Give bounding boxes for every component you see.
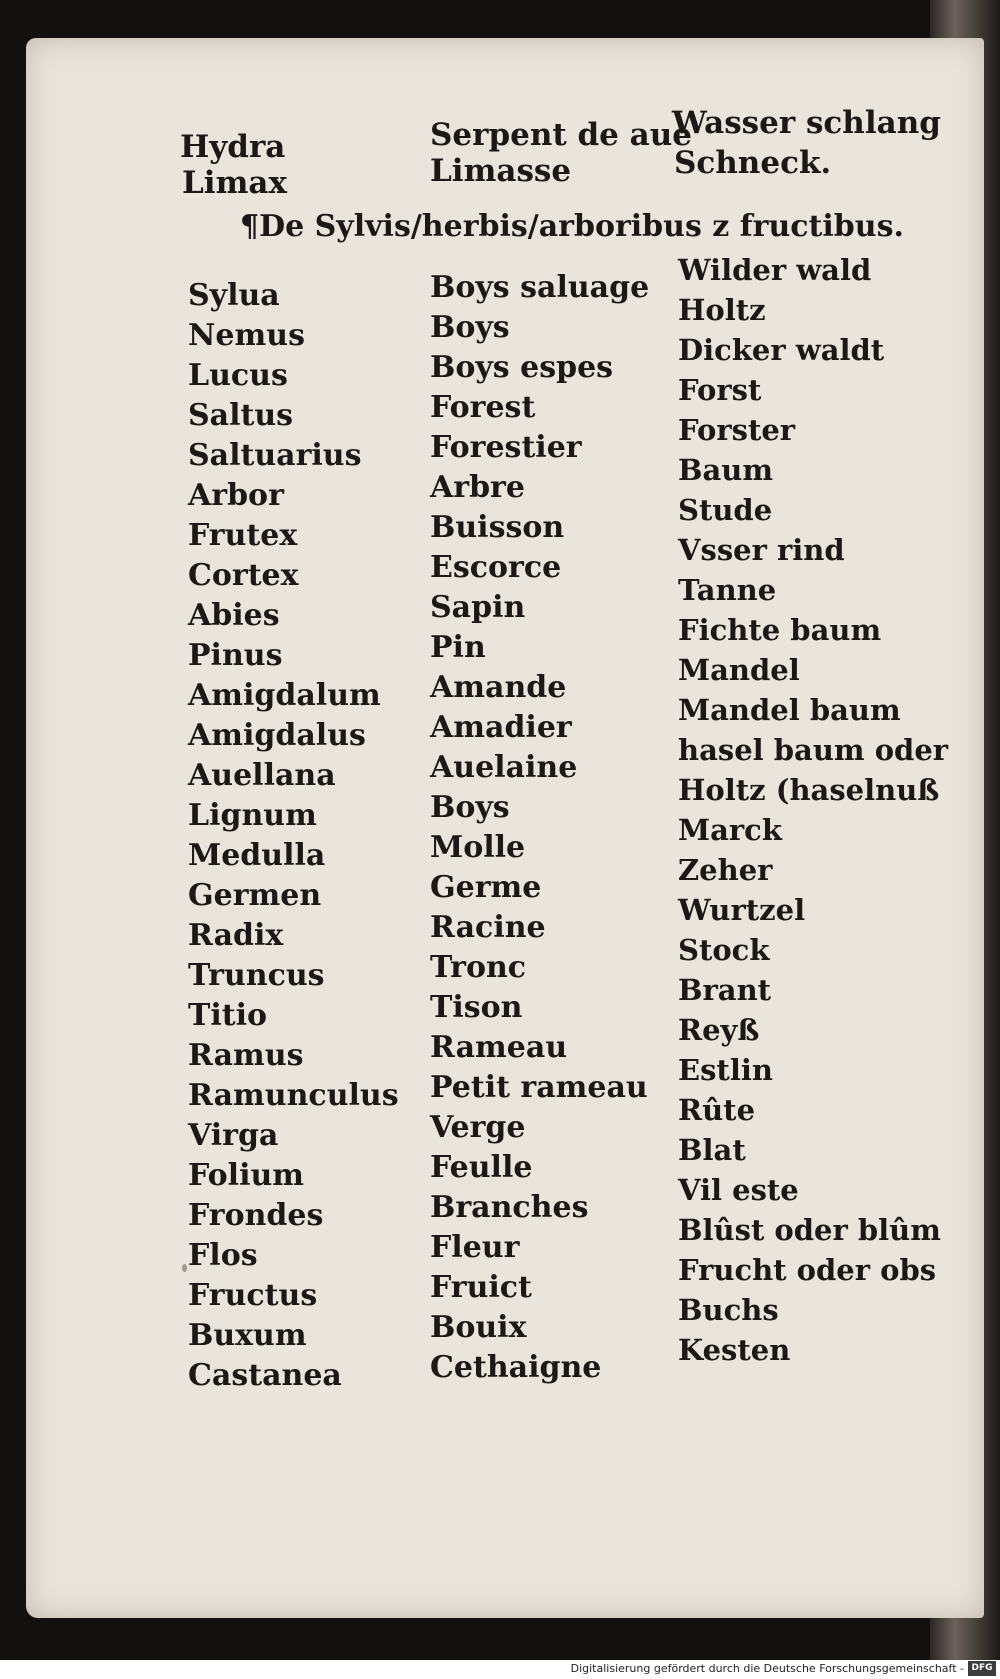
list-item: Fleur (430, 1230, 520, 1265)
list-item: Holtz (678, 293, 766, 327)
list-item: Tison (430, 990, 523, 1025)
list-item: hasel baum oder (678, 733, 949, 767)
latin-column (188, 276, 399, 1396)
list-item: Fructus (188, 1278, 318, 1313)
entry-french-limax: Limasse (430, 153, 572, 189)
footer-credit: Digitalisierung gefördert durch die Deutsche Forschungsgemeinschaft - (570, 1662, 964, 1675)
list-item: Flos (188, 1238, 258, 1273)
list-item: Boys saluage (430, 270, 650, 305)
german-column (678, 250, 948, 1370)
list-item: Arbre (430, 470, 525, 505)
entry-german-limax: Schneck. (674, 145, 832, 181)
list-item: Branches (430, 1190, 589, 1225)
list-item: Brant (678, 973, 772, 1007)
list-item: Auellana (188, 758, 336, 793)
list-item: Frucht oder obs (678, 1253, 937, 1287)
list-item: Cortex (188, 558, 299, 593)
list-item: Fruict (430, 1270, 532, 1305)
list-item: Amigdalus (188, 718, 366, 753)
footer-bar (0, 1660, 1000, 1679)
list-item: Amadier (430, 710, 572, 745)
list-item: Rûte (678, 1093, 756, 1127)
list-item: Castanea (188, 1358, 342, 1393)
list-item: Buchs (678, 1293, 779, 1327)
list-item: Forest (430, 390, 536, 425)
list-item: Sylua (188, 278, 280, 313)
list-item: Bouix (430, 1310, 527, 1345)
list-item: Boys (430, 790, 510, 825)
section-heading: ¶De Sylvis/herbis/arboribus z fructibus. (240, 209, 904, 244)
entry-latin-limax: Limax (182, 165, 287, 201)
list-item: Cethaigne (430, 1350, 602, 1385)
ink-spot (182, 1264, 187, 1272)
list-item: Tanne (678, 573, 777, 607)
list-item: Rameau (430, 1030, 568, 1065)
list-item: Titio (188, 998, 267, 1033)
list-item: Fichte baum (678, 613, 882, 647)
list-item: Germen (188, 878, 322, 913)
list-item: Folium (188, 1158, 305, 1193)
dfg-logo: DFG (968, 1661, 996, 1676)
list-item: Petit rameau (430, 1070, 648, 1105)
french-column (430, 268, 649, 1388)
list-item: Buxum (188, 1318, 307, 1353)
list-item: Truncus (188, 958, 325, 993)
list-item: Medulla (188, 838, 326, 873)
list-item: Forestier (430, 430, 582, 465)
list-item: Marck (678, 813, 782, 847)
list-item: Escorce (430, 550, 562, 585)
list-item: Ramus (188, 1038, 304, 1073)
list-item: Vsser rind (678, 533, 845, 567)
list-item: Virga (188, 1118, 279, 1153)
list-item: Blûst oder blûm (678, 1213, 941, 1247)
list-item: Tronc (430, 950, 527, 985)
list-item: Molle (430, 830, 526, 865)
list-item: Ramunculus (188, 1078, 399, 1113)
list-item: Pinus (188, 638, 283, 673)
list-item: Kesten (678, 1333, 791, 1367)
list-item: Vil este (678, 1173, 799, 1207)
list-item: Boys espes (430, 350, 614, 385)
list-item: Boys (430, 310, 510, 345)
entry-german-hydra: Wasser schlang (672, 105, 941, 141)
list-item: Frondes (188, 1198, 324, 1233)
list-item: Saltus (188, 398, 294, 433)
list-item: Lucus (188, 358, 288, 393)
list-item: Lignum (188, 798, 317, 833)
list-item: Estlin (678, 1053, 773, 1087)
list-item: Feulle (430, 1150, 533, 1185)
list-item: Wilder wald (678, 253, 872, 287)
list-item: Germe (430, 870, 542, 905)
list-item: Sapin (430, 590, 526, 625)
list-item: Stock (678, 933, 770, 967)
list-item: Amande (430, 670, 567, 705)
list-item: Mandel baum (678, 693, 901, 727)
list-item: Arbor (188, 478, 284, 513)
list-item: Pin (430, 630, 486, 665)
list-item: Verge (430, 1110, 526, 1145)
list-item: Reyß (678, 1013, 760, 1047)
list-item: Amigdalum (188, 678, 381, 713)
list-item: Forster (678, 413, 796, 447)
list-item: Forst (678, 373, 762, 407)
list-item: Zeher (678, 853, 773, 887)
list-item: Abies (188, 598, 280, 633)
list-item: Frutex (188, 518, 298, 553)
list-item: Dicker waldt (678, 333, 885, 367)
entry-french-hydra: Serpent de aue (430, 117, 693, 153)
list-item: Buisson (430, 510, 565, 545)
list-item: Mandel (678, 653, 800, 687)
entry-latin-hydra: Hydra (180, 129, 286, 165)
list-item: Wurtzel (678, 893, 806, 927)
list-item: Racine (430, 910, 546, 945)
book-page (26, 38, 984, 1618)
list-item: Blat (678, 1133, 746, 1167)
list-item: Saltuarius (188, 438, 362, 473)
list-item: Holtz (haselnuß (678, 773, 940, 807)
list-item: Auelaine (430, 750, 578, 785)
list-item: Nemus (188, 318, 305, 353)
list-item: Radix (188, 918, 284, 953)
list-item: Stude (678, 493, 773, 527)
list-item: Baum (678, 453, 774, 487)
